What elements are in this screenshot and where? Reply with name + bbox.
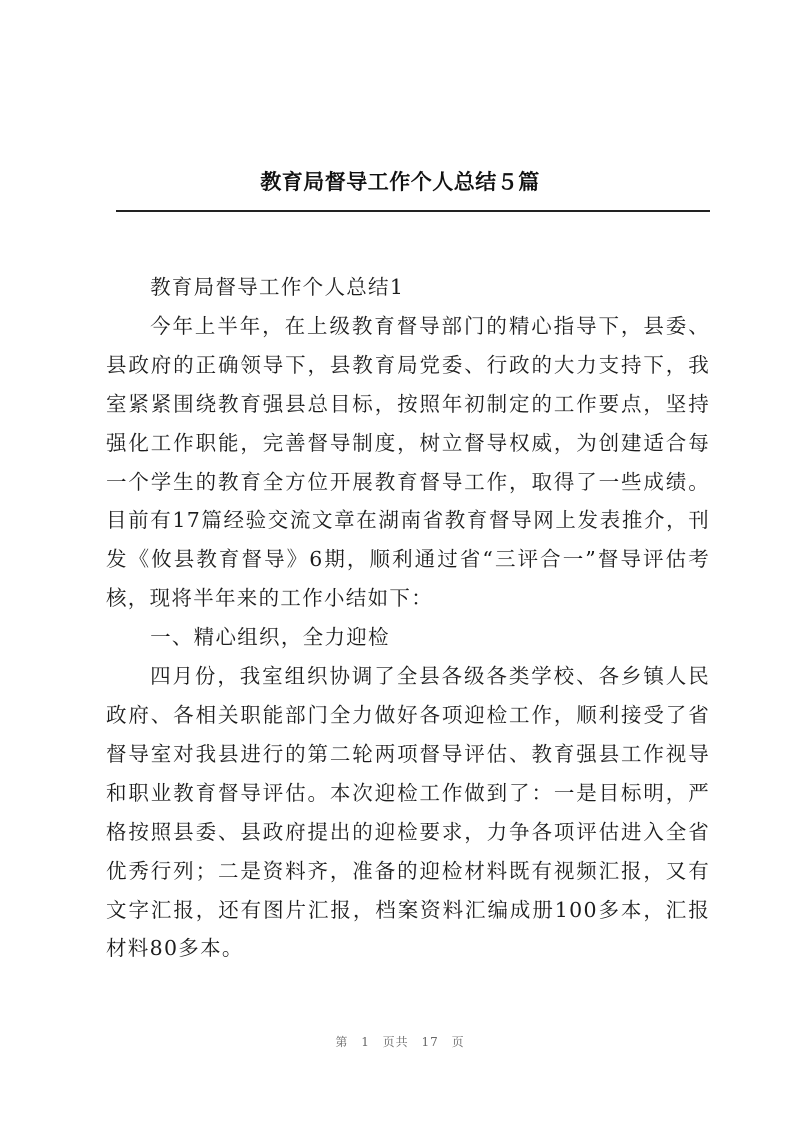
- page-number: 第 1 页共 17 页: [335, 1035, 465, 1049]
- subsection-heading: 一、精心组织，全力迎检: [150, 625, 390, 650]
- body-paragraph: 今年上半年，在上级教育督导部门的精心指导下，县委、县政府的正确领导下，县教育局党委、行政的大力支持下，我室紧紧围绕教育强县总目标，按照年初制定的工作要点，坚持强化工作职能，完善督导制度，树立督导权威，为创建适合每一个学生的教育全方位开展教育督导工作，取得了一些成绩。目前有17篇经验交流文章在湖南省教育督导网上发表推介，刊发《攸县教育督导》6期，顺利通过省“三评合一”督导评估考核，现将半年来的工作小结如下：: [106, 313, 710, 611]
- body-paragraph: 四月份，我室组织协调了全县各级各类学校、各乡镇人民政府、各相关职能部门全力做好各项迎检工作，顺利接受了省督导室对我县进行的第二轮两项督导评估、教育强县工作视导和职业教育督导评估。本次迎检工作做到了：一是目标明，严格按照县委、县政府提出的迎检要求，力争各项评估进入全省优秀行列；二是资料齐，准备的迎检材料既有视频汇报，又有文字汇报，还有图片汇报，档案资料汇编成册100多本，汇报材料80多本。: [106, 664, 710, 961]
- document-body: [106, 268, 710, 968]
- title-divider: [116, 210, 710, 212]
- section-heading: 教育局督导工作个人总结1: [150, 275, 405, 299]
- document-title: 教育局督导工作个人总结５篇: [260, 170, 540, 194]
